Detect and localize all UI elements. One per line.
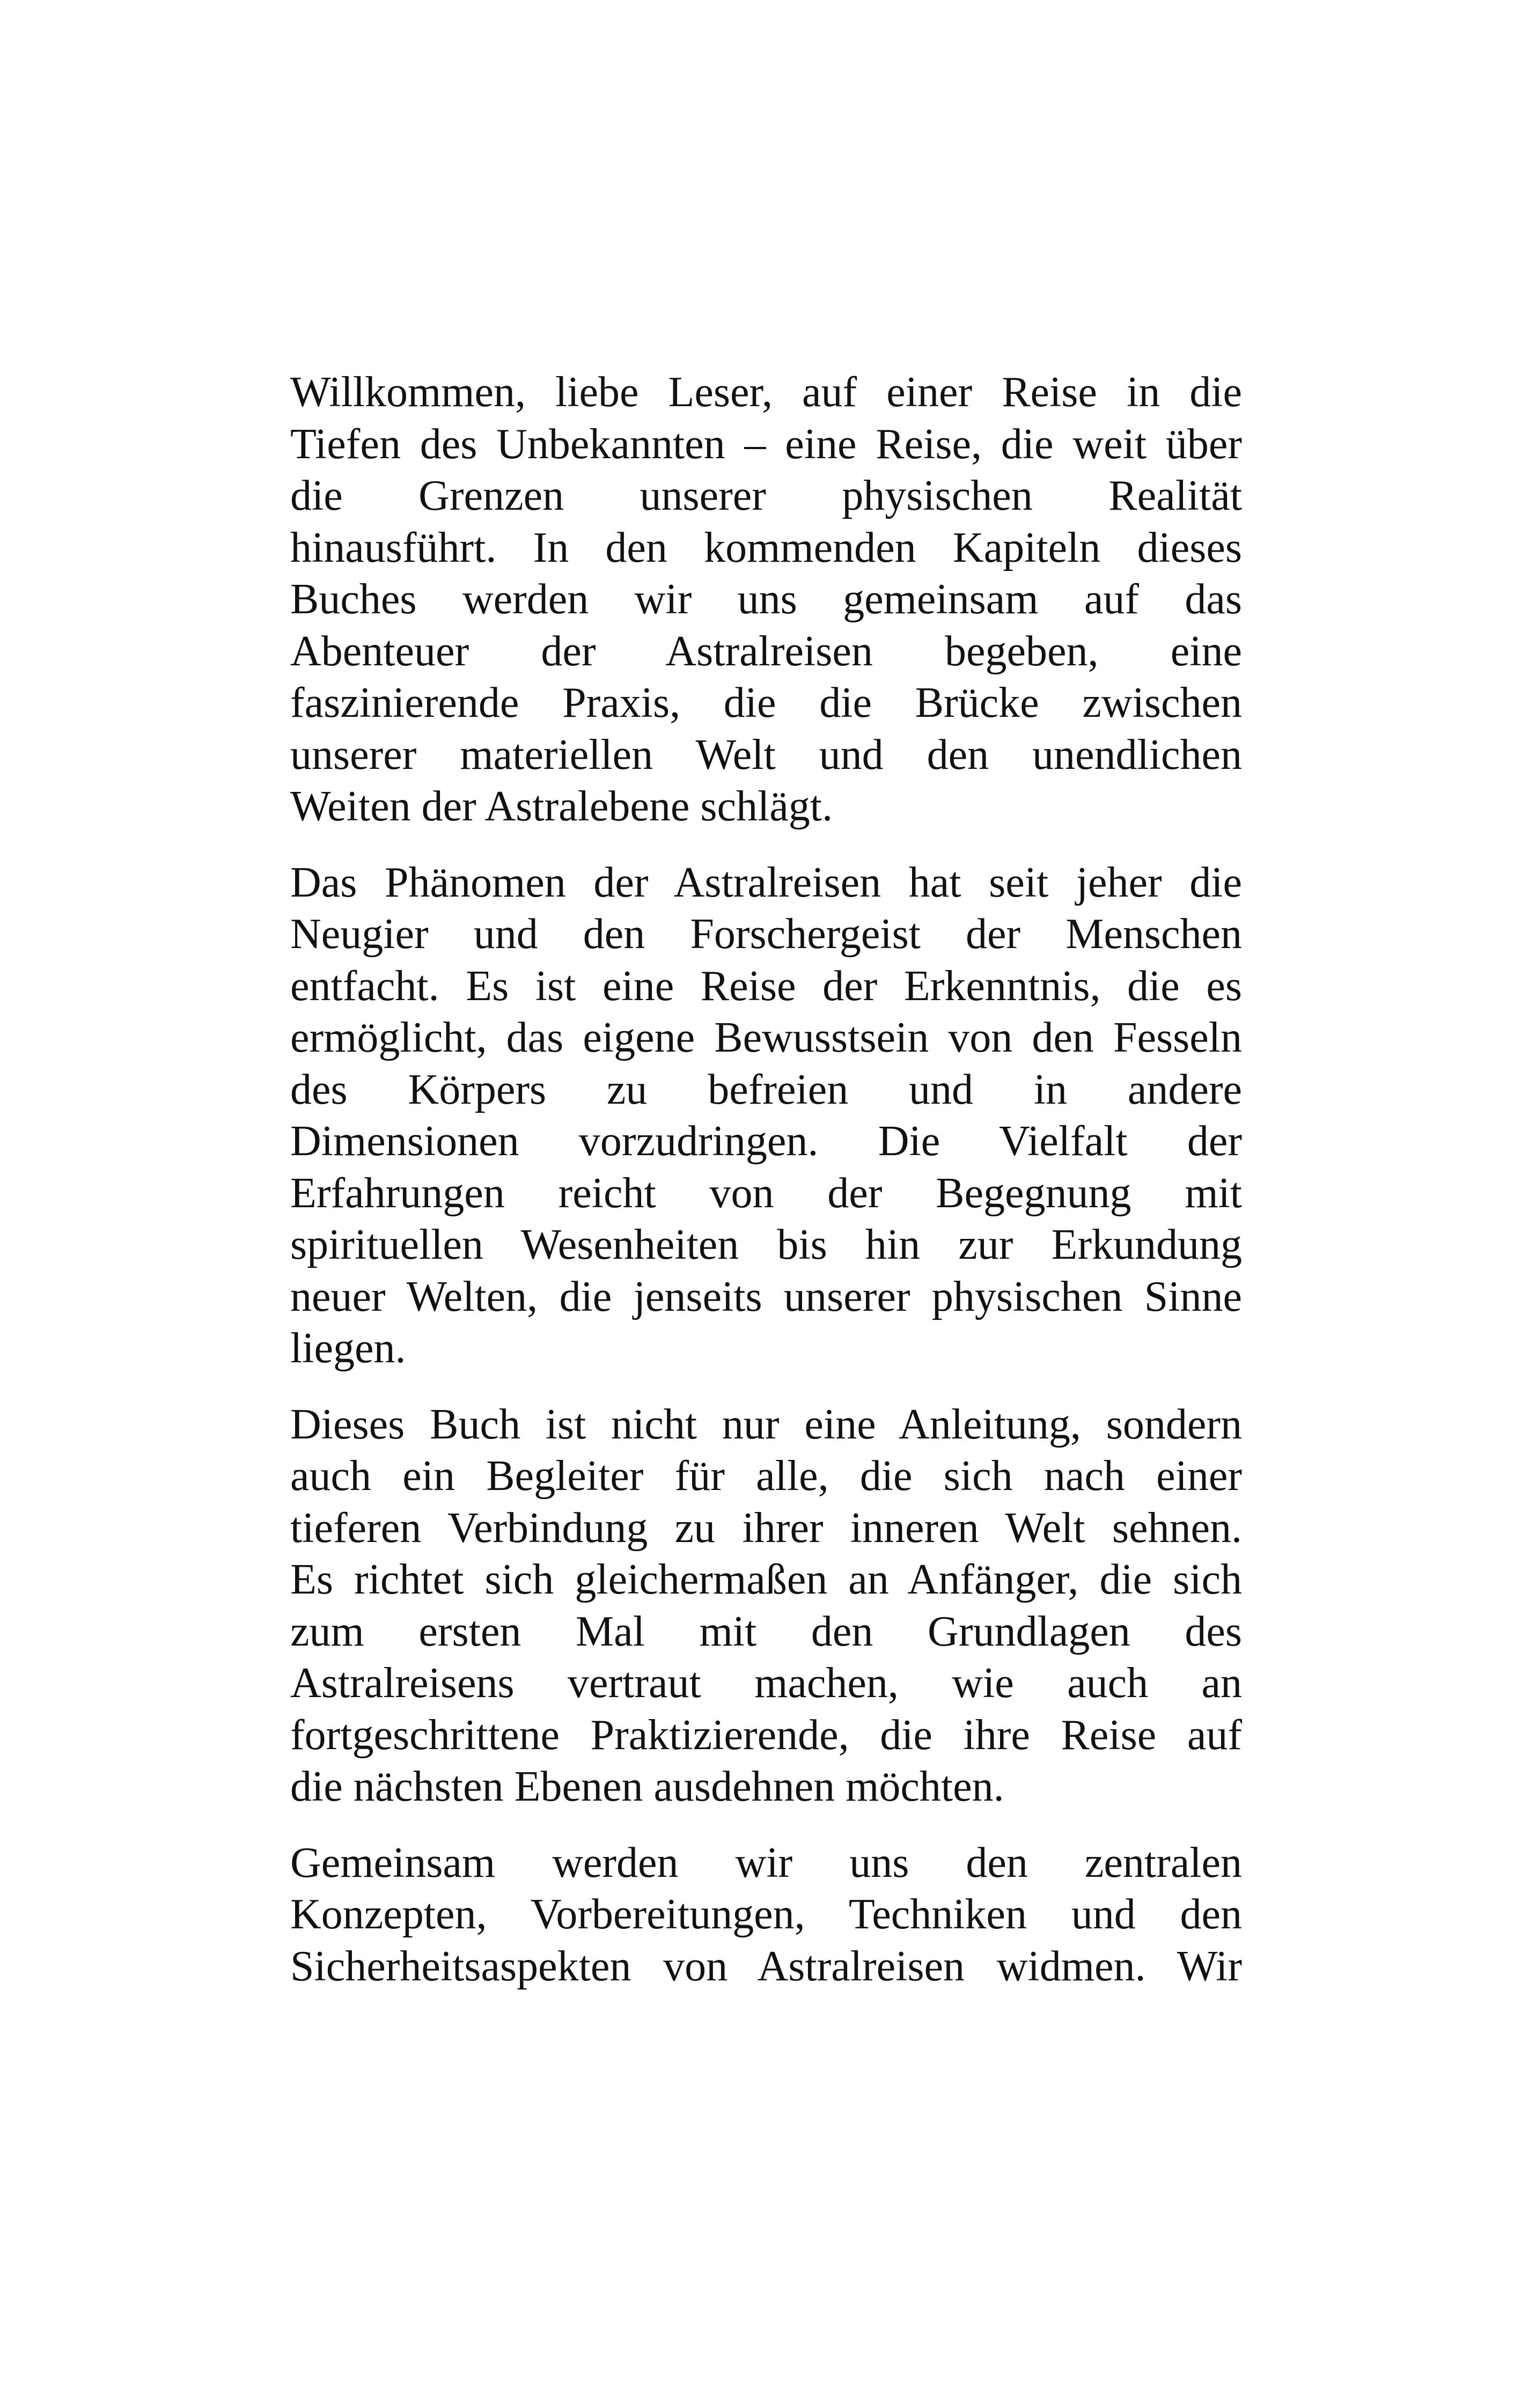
text-line: Tiefen des Unbekannten – eine Reise, die weit über <box>290 420 1242 468</box>
paragraph-4 <box>290 1837 1242 1993</box>
text-line: Sicherheitsaspekten von Astralreisen widmen. Wir <box>290 1942 1242 1990</box>
text-line: Erfahrungen reicht von der Begegnung mit <box>290 1169 1242 1217</box>
text-line: liegen. <box>290 1325 406 1372</box>
paragraph-2 <box>290 857 1242 1375</box>
text-line: Abenteuer der Astralreisen begeben, eine <box>290 627 1242 675</box>
text-line: Konzepten, Vorbereitungen, Techniken und den <box>290 1891 1242 1938</box>
text-line: ermöglicht, das eigene Bewusstsein von den Fesseln <box>290 1014 1242 1061</box>
text-line: tieferen Verbindung zu ihrer inneren Welt sehnen. <box>290 1504 1242 1552</box>
text-line: Willkommen, liebe Leser, auf einer Reise in die <box>290 369 1242 416</box>
text-line: Weiten der Astralebene schlägt. <box>290 783 833 830</box>
text-line: Es richtet sich gleichermaßen an Anfänger, die sich <box>290 1556 1242 1603</box>
paragraph-1 <box>290 366 1242 833</box>
text-line: neuer Welten, die jenseits unserer physischen Sinne <box>290 1273 1242 1320</box>
text-line: Buches werden wir uns gemeinsam auf das <box>290 576 1242 623</box>
text-line: auch ein Begleiter für alle, die sich nach einer <box>290 1452 1242 1500</box>
text-line: Gemeinsam werden wir uns den zentralen <box>290 1839 1242 1886</box>
text-line: die Grenzen unserer physischen Realität <box>290 472 1242 519</box>
text-line: des Körpers zu befreien und in andere <box>290 1066 1242 1113</box>
text-line: Dieses Buch ist nicht nur eine Anleitung, sondern <box>290 1400 1242 1448</box>
text-line: Neugier und den Forschergeist der Menschen <box>290 911 1242 958</box>
body-text <box>290 366 1242 2016</box>
text-line: zum ersten Mal mit den Grundlagen des <box>290 1607 1242 1655</box>
text-line: spirituellen Wesenheiten bis hin zur Erkundung <box>290 1221 1242 1268</box>
text-line: die nächsten Ebenen ausdehnen möchten. <box>290 1763 1004 1810</box>
text-line: hinausführt. In den kommenden Kapiteln dieses <box>290 524 1242 571</box>
text-line: Astralreisens vertraut machen, wie auch an <box>290 1660 1242 1707</box>
text-line: Das Phänomen der Astralreisen hat seit jeher die <box>290 858 1242 906</box>
text-line: entfacht. Es ist eine Reise der Erkenntnis, die es <box>290 962 1242 1010</box>
text-line: faszinierende Praxis, die die Brücke zwischen <box>290 679 1242 726</box>
text-line: fortgeschrittene Praktizierende, die ihre Reise auf <box>290 1711 1242 1759</box>
paragraph-3 <box>290 1399 1242 1813</box>
text-line: unserer materiellen Welt und den unendlichen <box>290 731 1242 779</box>
text-line: Dimensionen vorzudringen. Die Vielfalt der <box>290 1118 1242 1165</box>
